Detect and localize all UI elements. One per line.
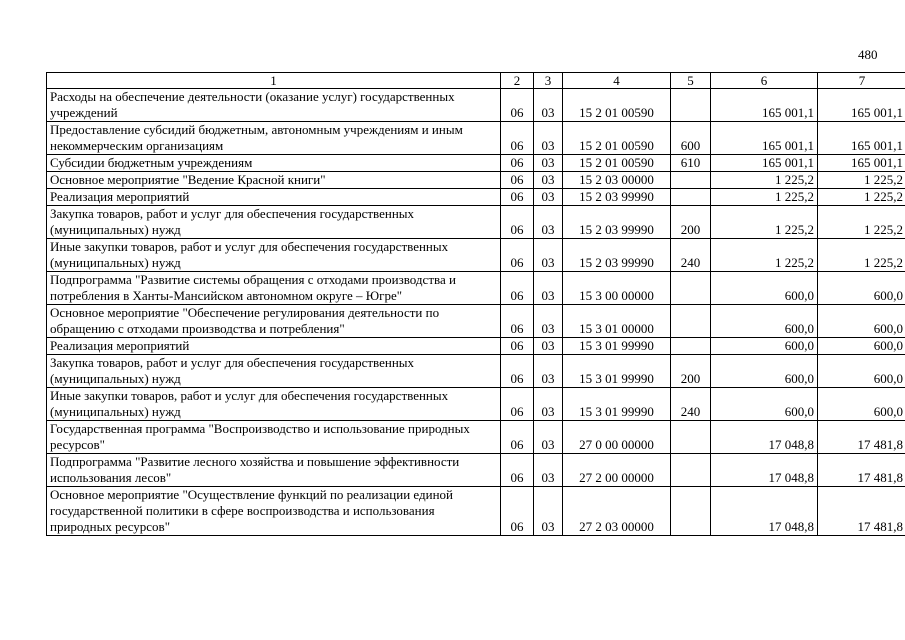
row-amount-cell: 165 001,1 — [711, 122, 818, 155]
row-expense-type-cell — [671, 454, 711, 487]
row-expense-type-cell — [671, 487, 711, 536]
row-section-cell: 06 — [501, 155, 534, 172]
row-name-cell: Реализация мероприятий — [47, 338, 501, 355]
row-amount-next-cell: 600,0 — [818, 388, 905, 421]
row-amount-next-cell: 1 225,2 — [818, 189, 905, 206]
table-row — [47, 272, 905, 305]
row-subsection-cell: 03 — [534, 454, 563, 487]
row-amount-next-cell: 1 225,2 — [818, 239, 905, 272]
row-subsection-cell: 03 — [534, 155, 563, 172]
row-name-cell: Предоставление субсидий бюджетным, автономным учреждениям и иным некоммерческим организациям — [47, 122, 501, 155]
row-name-cell: Иные закупки товаров, работ и услуг для обеспечения государственных (муниципальных) нужд — [47, 239, 501, 272]
row-name-cell: Субсидии бюджетным учреждениям — [47, 155, 501, 172]
row-target-article-cell: 15 2 01 00590 — [563, 89, 671, 122]
header-row — [47, 73, 905, 89]
column-header: 6 — [711, 73, 818, 89]
row-name-cell: Расходы на обеспечение деятельности (оказание услуг) государственных учреждений — [47, 89, 501, 122]
row-target-article-cell: 27 0 00 00000 — [563, 421, 671, 454]
row-amount-next-cell: 17 481,8 — [818, 454, 905, 487]
row-section-cell: 06 — [501, 454, 534, 487]
budget-table — [46, 72, 905, 536]
row-expense-type-cell: 610 — [671, 155, 711, 172]
row-expense-type-cell — [671, 305, 711, 338]
row-section-cell: 06 — [501, 487, 534, 536]
table-row — [47, 122, 905, 155]
row-target-article-cell: 15 3 01 99990 — [563, 388, 671, 421]
row-expense-type-cell — [671, 272, 711, 305]
table-row — [47, 89, 905, 122]
row-name-cell: Закупка товаров, работ и услуг для обеспечения государственных (муниципальных) нужд — [47, 206, 501, 239]
row-amount-cell: 1 225,2 — [711, 239, 818, 272]
row-amount-cell: 1 225,2 — [711, 172, 818, 189]
row-amount-cell: 17 048,8 — [711, 421, 818, 454]
row-expense-type-cell — [671, 172, 711, 189]
row-subsection-cell: 03 — [534, 122, 563, 155]
row-name-cell: Государственная программа "Воспроизводство и использование природных ресурсов" — [47, 421, 501, 454]
table-body — [47, 89, 905, 536]
row-expense-type-cell: 240 — [671, 388, 711, 421]
row-section-cell: 06 — [501, 89, 534, 122]
row-target-article-cell: 27 2 03 00000 — [563, 487, 671, 536]
row-expense-type-cell: 200 — [671, 355, 711, 388]
row-amount-cell: 17 048,8 — [711, 454, 818, 487]
row-amount-next-cell: 165 001,1 — [818, 122, 905, 155]
row-name-cell: Иные закупки товаров, работ и услуг для обеспечения государственных (муниципальных) нужд — [47, 388, 501, 421]
row-subsection-cell: 03 — [534, 89, 563, 122]
row-amount-next-cell: 165 001,1 — [818, 155, 905, 172]
table-row — [47, 172, 905, 189]
row-name-cell: Подпрограмма "Развитие лесного хозяйства и повышение эффективности использования лесов" — [47, 454, 501, 487]
row-amount-next-cell: 600,0 — [818, 338, 905, 355]
table-row — [47, 421, 905, 454]
page-number: 480 — [858, 47, 878, 62]
table-row — [47, 355, 905, 388]
row-amount-next-cell: 600,0 — [818, 272, 905, 305]
row-subsection-cell: 03 — [534, 206, 563, 239]
row-section-cell: 06 — [501, 421, 534, 454]
row-amount-next-cell: 17 481,8 — [818, 487, 905, 536]
row-target-article-cell: 15 3 01 00000 — [563, 305, 671, 338]
row-target-article-cell: 15 3 01 99990 — [563, 338, 671, 355]
table-row — [47, 338, 905, 355]
column-header: 1 — [47, 73, 501, 89]
row-subsection-cell: 03 — [534, 239, 563, 272]
table-row — [47, 189, 905, 206]
column-header: 5 — [671, 73, 711, 89]
table-row — [47, 305, 905, 338]
row-target-article-cell: 15 2 03 00000 — [563, 172, 671, 189]
row-section-cell: 06 — [501, 206, 534, 239]
column-header: 2 — [501, 73, 534, 89]
column-header: 7 — [818, 73, 905, 89]
row-amount-next-cell: 600,0 — [818, 305, 905, 338]
table-row — [47, 388, 905, 421]
row-subsection-cell: 03 — [534, 172, 563, 189]
table-row — [47, 454, 905, 487]
row-target-article-cell: 27 2 00 00000 — [563, 454, 671, 487]
row-expense-type-cell — [671, 338, 711, 355]
row-subsection-cell: 03 — [534, 189, 563, 206]
row-expense-type-cell — [671, 89, 711, 122]
row-expense-type-cell: 240 — [671, 239, 711, 272]
row-target-article-cell: 15 2 01 00590 — [563, 155, 671, 172]
row-expense-type-cell: 600 — [671, 122, 711, 155]
row-amount-cell: 17 048,8 — [711, 487, 818, 536]
row-subsection-cell: 03 — [534, 272, 563, 305]
column-header: 4 — [563, 73, 671, 89]
row-section-cell: 06 — [501, 239, 534, 272]
row-section-cell: 06 — [501, 122, 534, 155]
row-section-cell: 06 — [501, 355, 534, 388]
row-subsection-cell: 03 — [534, 487, 563, 536]
row-section-cell: 06 — [501, 272, 534, 305]
row-expense-type-cell — [671, 421, 711, 454]
table-row — [47, 155, 905, 172]
row-expense-type-cell — [671, 189, 711, 206]
row-name-cell: Основное мероприятие "Ведение Красной книги" — [47, 172, 501, 189]
row-target-article-cell: 15 2 03 99990 — [563, 239, 671, 272]
row-amount-next-cell: 1 225,2 — [818, 206, 905, 239]
row-target-article-cell: 15 2 03 99990 — [563, 206, 671, 239]
row-amount-cell: 1 225,2 — [711, 189, 818, 206]
row-name-cell: Закупка товаров, работ и услуг для обеспечения государственных (муниципальных) нужд — [47, 355, 501, 388]
row-expense-type-cell: 200 — [671, 206, 711, 239]
table-row — [47, 239, 905, 272]
row-name-cell: Основное мероприятие "Осуществление функций по реализации единой государственной политики в сфере воспроизводства и использования природных ресурсов" — [47, 487, 501, 536]
row-target-article-cell: 15 2 03 99990 — [563, 189, 671, 206]
row-amount-next-cell: 600,0 — [818, 355, 905, 388]
row-subsection-cell: 03 — [534, 421, 563, 454]
row-amount-next-cell: 1 225,2 — [818, 172, 905, 189]
row-amount-next-cell: 165 001,1 — [818, 89, 905, 122]
row-amount-cell: 600,0 — [711, 355, 818, 388]
row-section-cell: 06 — [501, 338, 534, 355]
row-target-article-cell: 15 2 01 00590 — [563, 122, 671, 155]
row-subsection-cell: 03 — [534, 338, 563, 355]
row-subsection-cell: 03 — [534, 388, 563, 421]
row-target-article-cell: 15 3 01 99990 — [563, 355, 671, 388]
row-name-cell: Основное мероприятие "Обеспечение регулирования деятельности по обращению с отходами производства и потребления" — [47, 305, 501, 338]
row-amount-cell: 1 225,2 — [711, 206, 818, 239]
table-row — [47, 206, 905, 239]
row-section-cell: 06 — [501, 305, 534, 338]
row-amount-next-cell: 17 481,8 — [818, 421, 905, 454]
row-name-cell: Подпрограмма "Развитие системы обращения с отходами производства и потребления в Ханты-Мансийском автономном округе – Югре" — [47, 272, 501, 305]
row-section-cell: 06 — [501, 172, 534, 189]
row-amount-cell: 600,0 — [711, 305, 818, 338]
row-section-cell: 06 — [501, 189, 534, 206]
row-amount-cell: 165 001,1 — [711, 155, 818, 172]
row-amount-cell: 600,0 — [711, 272, 818, 305]
table-row — [47, 487, 905, 536]
row-section-cell: 06 — [501, 388, 534, 421]
row-subsection-cell: 03 — [534, 305, 563, 338]
row-amount-cell: 165 001,1 — [711, 89, 818, 122]
row-target-article-cell: 15 3 00 00000 — [563, 272, 671, 305]
row-amount-cell: 600,0 — [711, 388, 818, 421]
row-subsection-cell: 03 — [534, 355, 563, 388]
row-name-cell: Реализация мероприятий — [47, 189, 501, 206]
row-amount-cell: 600,0 — [711, 338, 818, 355]
column-header: 3 — [534, 73, 563, 89]
